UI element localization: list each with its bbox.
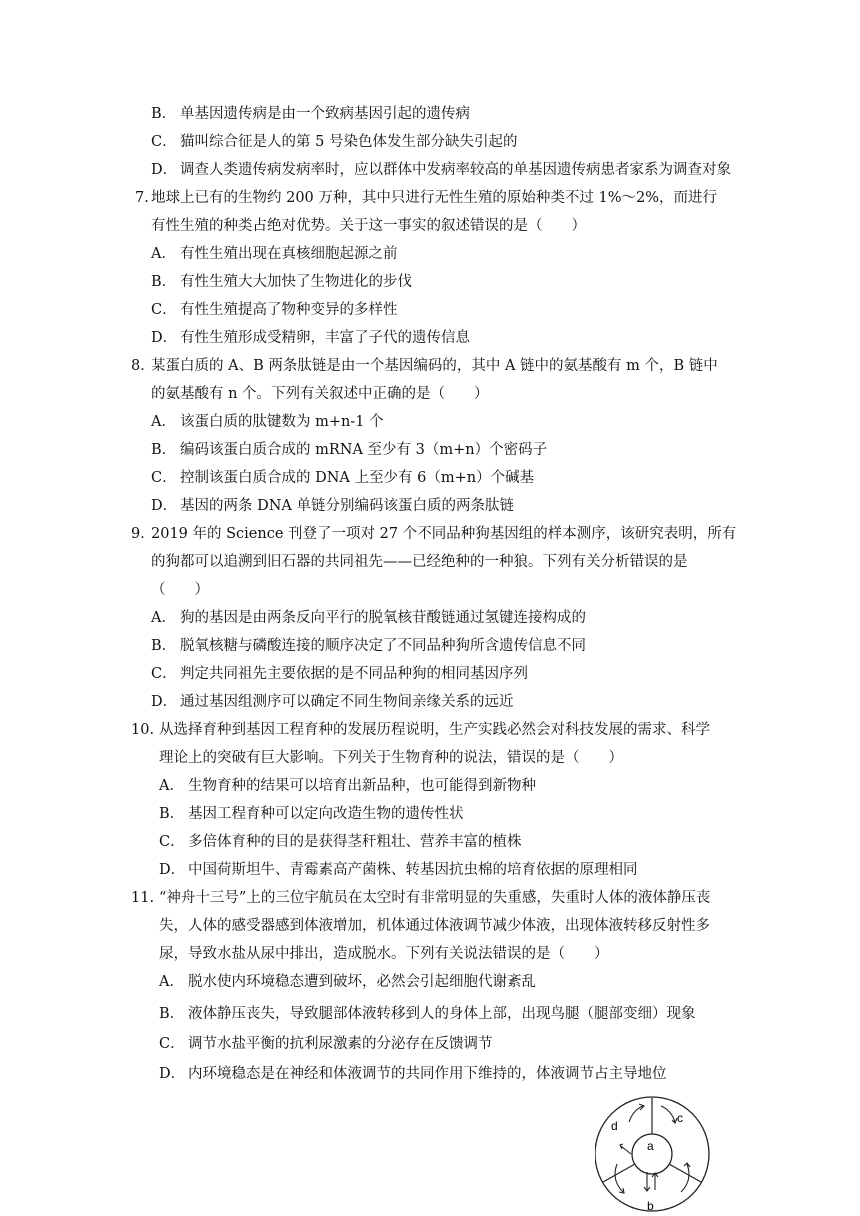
label-a: a: [647, 1139, 654, 1153]
arrow-path: [681, 1164, 689, 1192]
option-label: A．: [151, 610, 176, 626]
option-label: B．: [151, 638, 177, 654]
option-text: 控制该蛋白质合成的 DNA 上至少有 6（m+n）个碱基: [180, 470, 535, 486]
label-c: c: [677, 1111, 683, 1125]
option-label: B．: [159, 1006, 185, 1022]
option-label: B．: [151, 106, 177, 122]
option-text: 生物育种的结果可以培育出新品种，也可能得到新物种: [188, 778, 536, 794]
option-text: 猫叫综合征是人的第 5 号染色体发生部分缺失引起的: [180, 134, 518, 150]
option-label: C．: [159, 1036, 185, 1052]
option-text: 该蛋白质的肽键数为 m+n-1 个: [180, 414, 384, 430]
question-number: 7.: [135, 190, 149, 206]
option-text: 内环境稳态是在神经和体液调节的共同作用下维持的，体液调节占主导地位: [188, 1066, 667, 1082]
option-label: B．: [151, 274, 177, 290]
option-text: 有性生殖大大加快了生物进化的步伐: [180, 274, 412, 290]
question-number: 9．: [131, 526, 155, 542]
arrow-path: [615, 1164, 623, 1192]
option-label: A．: [159, 778, 184, 794]
option-label: C．: [151, 302, 177, 318]
question-number: 10.: [131, 722, 155, 738]
question-stem: 某蛋白质的 A、B 两条肽链是由一个基因编码的，其中 A 链中的氨基酸有 m 个，B 链中: [151, 358, 718, 374]
question-stem: 尿，导致水盐从尿中排出，造成脱水。下列有关说法错误的是（ ）: [159, 946, 609, 962]
option-text: 调查人类遗传病发病率时，应以群体中发病率较高的单基因遗传病患者家系为调查对象: [180, 162, 731, 178]
option-text: 狗的基因是由两条反向平行的脱氧核苷酸链通过氢键连接构成的: [180, 610, 586, 626]
question-stem: 理论上的突破有巨大影响。下列关于生物育种的说法，错误的是（ ）: [159, 750, 623, 766]
option-text: 脱氧核糖与磷酸连接的顺序决定了不同品种狗所含遗传信息不同: [180, 638, 586, 654]
option-label: C．: [159, 834, 185, 850]
option-text: 调节水盐平衡的抗利尿激素的分泌存在反馈调节: [188, 1036, 493, 1052]
option-label: D．: [151, 162, 178, 178]
option-label: A．: [151, 414, 176, 430]
option-label: A．: [159, 974, 184, 990]
question-stem: 失，人体的感受器感到体液增加，机体通过体液调节减少体液，出现体液转移反射性多: [159, 918, 710, 934]
option-label: B．: [151, 442, 177, 458]
option-label: D．: [151, 498, 178, 514]
option-text: 判定共同祖先主要依据的是不同品种狗的相同基因序列: [180, 666, 528, 682]
option-label: D．: [159, 862, 186, 878]
arrow-path: [621, 1146, 631, 1154]
question-stem: 2019 年的 Science 刊登了一项对 27 个不同品种狗基因组的样本测序，该研究表明，所有: [151, 526, 737, 542]
divider-line: [603, 1164, 635, 1182]
option-label: C．: [151, 134, 177, 150]
option-text: 有性生殖出现在真核细胞起源之前: [180, 246, 398, 262]
option-label: D．: [151, 694, 178, 710]
question-number: 11.: [131, 890, 155, 906]
question-stem: （ ）: [151, 582, 209, 598]
label-d: d: [611, 1119, 618, 1133]
question-number: 8．: [131, 358, 155, 374]
option-text: 基因工程育种可以定向改造生物的遗传性状: [188, 806, 464, 822]
arrow-path: [661, 1106, 675, 1122]
option-label: C．: [151, 666, 177, 682]
option-text: 有性生殖形成受精卵，丰富了子代的遗传信息: [180, 330, 470, 346]
option-text: 脱水使内环境稳态遭到破坏，必然会引起细胞代谢紊乱: [188, 974, 536, 990]
question-stem: 地球上已有的生物约 200 万种，其中只进行无性生殖的原始种类不过 1%～2%，而进行: [151, 190, 718, 206]
option-text: 多倍体育种的目的是获得茎秆粗壮、营养丰富的植株: [188, 834, 522, 850]
question-stem: 的狗都可以追溯到旧石器的共同祖先——已经绝种的一种狼。下列有关分析错误的是: [151, 554, 688, 570]
divider-line: [669, 1164, 701, 1182]
question-stem: “神舟十三号”上的三位宇航员在太空时有非常明显的失重感，失重时人体的液体静压丧: [159, 890, 711, 906]
body-fluid-diagram: [595, 1092, 715, 1216]
option-text: 基因的两条 DNA 单链分别编码该蛋白质的两条肽链: [180, 498, 515, 514]
question-stem: 的氨基酸有 n 个。下列有关叙述中正确的是（ ）: [151, 386, 489, 402]
question-stem: 有性生殖的种类占绝对优势。关于这一事实的叙述错误的是（ ）: [151, 218, 586, 234]
option-text: 液体静压丧失，导致腿部体液转移到人的身体上部，出现鸟腿（腿部变细）现象: [188, 1006, 696, 1022]
option-text: 编码该蛋白质合成的 mRNA 至少有 3（m+n）个密码子: [180, 442, 548, 458]
option-label: C．: [151, 470, 177, 486]
question-stem: 从选择育种到基因工程育种的发展历程说明，生产实践必然会对科技发展的需求、科学: [159, 722, 710, 738]
label-b: b: [647, 1199, 654, 1213]
option-label: D．: [159, 1066, 186, 1082]
option-text: 中国荷斯坦牛、青霉素高产菌株、转基因抗虫棉的培育依据的原理相同: [188, 862, 638, 878]
option-label: D．: [151, 330, 178, 346]
option-text: 单基因遗传病是由一个致病基因引起的遗传病: [180, 106, 470, 122]
option-text: 通过基因组测序可以确定不同生物间亲缘关系的远近: [180, 694, 514, 710]
option-label: A．: [151, 246, 176, 262]
option-label: B．: [159, 806, 185, 822]
option-text: 有性生殖提高了物种变异的多样性: [180, 302, 398, 318]
